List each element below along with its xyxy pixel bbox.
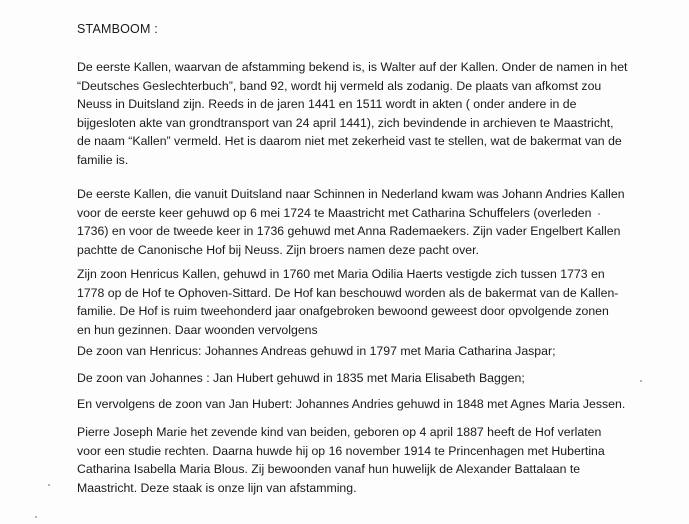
text-line: voor een studie rechten. Daarna huwde hij op 16 november 1914 te Princenhagen met Hubertina [77, 443, 605, 458]
text-line: De eerste Kallen, waarvan de afstamming bekend is, is Walter auf der Kallen. Onder de namen in het [77, 60, 628, 74]
text-line: 1778 op de Hof te Ophoven-Sittard. De Hof kan beschouwd worden als de bakermat van de Kallen- [77, 285, 619, 300]
text-line: pachtte de Canonische Hof bij Neuss. Zijn broers namen deze pacht over. [77, 242, 479, 257]
text-line: Zijn zoon Henricus Kallen, gehuwd in 1760 met Maria Odilia Haerts vestigde zich tussen 1773 en [77, 267, 605, 281]
paragraph-son-of-jan-hubert [77, 395, 677, 414]
text-line: bijgesloten akte van grondtransport van 24 april 1441), zich bevindende in archieven te Maastricht, [77, 115, 614, 130]
text-line: voor de eerste keer gehuwd op 6 mei 1724 te Maastricht met Catharina Schuffelers (overleden [77, 205, 592, 220]
text-line: De eerste Kallen, die vanuit Duitsland naar Schinnen in Nederland kwam was Johann Andries Kallen [77, 187, 625, 201]
paragraph-son-of-johannes [77, 369, 677, 388]
text-line: Pierre Joseph Marie het zevende kind van beiden, geboren op 4 april 1887 heeft de Hof verlaten [77, 425, 602, 439]
scan-speck [48, 484, 50, 486]
text-line: De zoon van Johannes : Jan Hubert gehuwd in 1835 met Maria Elisabeth Baggen; [77, 371, 525, 385]
text-line: Maastricht. Deze staak is onze lijn van afstamming. [77, 480, 357, 495]
text-line: familie. De Hof is ruim tweehonderd jaar onafgebroken bewoond geweest door opvolgende zonen [77, 304, 609, 319]
scan-speck [598, 213, 600, 215]
text-line: Catharina Isabella Maria Blous. Zij bewoonden vanaf hun huwelijk de Alexander Battalaan te [77, 462, 581, 477]
text-line: En vervolgens de zoon van Jan Hubert: Johannes Andries gehuwd in 1848 met Agnes Maria Jessen. [77, 397, 626, 411]
text-line: De zoon van Henricus: Johannes Andreas gehuwd in 1797 met Maria Catharina Jaspar; [77, 344, 556, 358]
paragraph-son-of-henricus [77, 342, 677, 361]
text-line: 1736) en voor de tweede keer in 1736 gehuwd met Anna Rademaekers. Zijn vader Engelbert Kallen [77, 224, 621, 239]
page-title: STAMBOOM : [77, 22, 158, 36]
paragraph-origin [77, 58, 677, 170]
text-line: “Deutsches Geslechterbuch”, band 92, wordt hij vermeld als zodanig. De plaats van afkomst zou [77, 78, 602, 93]
scan-speck [35, 516, 37, 518]
paragraph-first-in-netherlands [77, 185, 677, 259]
text-line: Neuss in Duitsland zijn. Reeds in de jaren 1441 en 1511 wordt in akten ( onder andere in de [77, 97, 577, 112]
paragraph-henricus [77, 265, 677, 339]
text-line: en hun gezinnen. Daar woonden vervolgens [77, 322, 318, 337]
text-line: de naam “Kallen” vermeld. Het is daarom niet met zekerheid vast te stellen, wat de bakermat van de [77, 134, 622, 149]
scan-speck [640, 380, 642, 382]
paragraph-pierre-joseph [77, 423, 677, 497]
text-line: familie is. [77, 152, 129, 167]
